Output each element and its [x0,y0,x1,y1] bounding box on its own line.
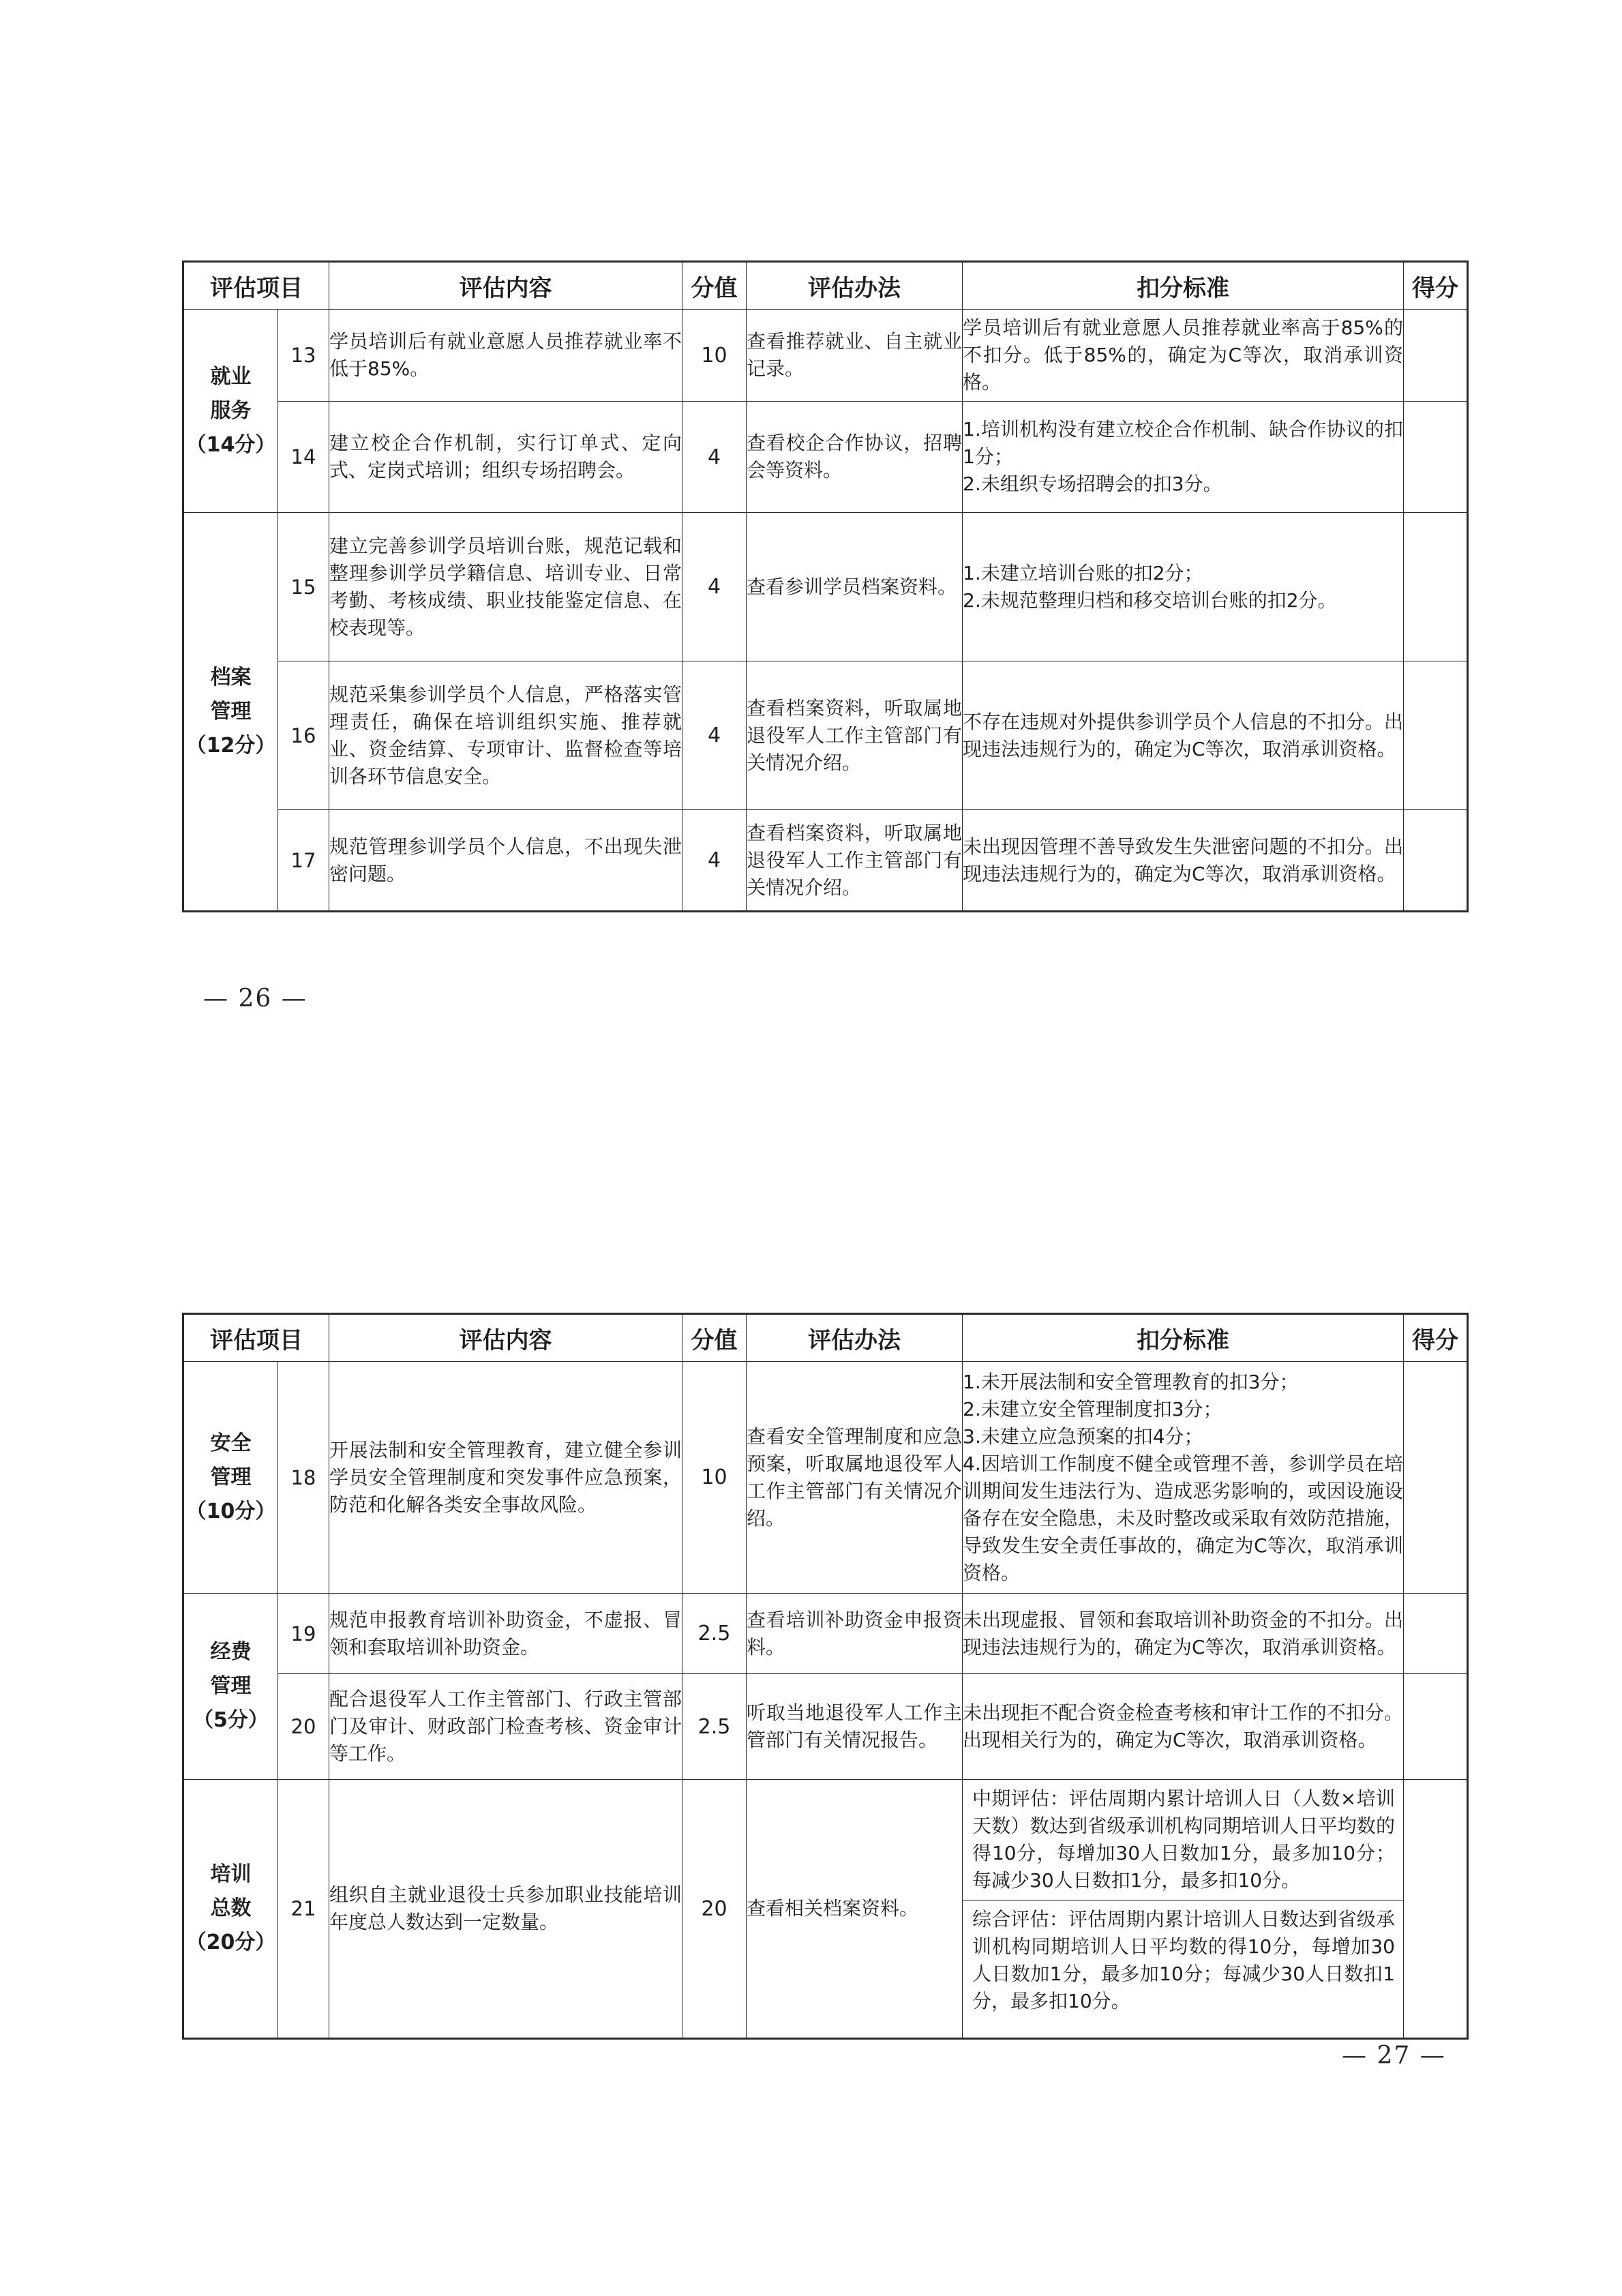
header-points: 分值 [682,1314,747,1362]
score-cell [1404,810,1468,912]
item-deduction: 未出现虚报、冒领和套取培训补助资金的不扣分。出现违法违规行为的，确定为C等次，取消承训资格。 [963,1594,1404,1674]
table-header-row [183,262,1468,310]
table-header-row [183,1314,1468,1362]
page-number-26: — 26 — [203,985,307,1013]
score-cell [1404,1362,1468,1594]
header-method: 评估办法 [747,1314,963,1362]
item-method: 查看档案资料，听取属地退役军人工作主管部门有关情况介绍。 [747,661,963,810]
score-cell [1404,1780,1468,2039]
header-category: 评估项目 [183,262,329,310]
item-points: 4 [682,402,747,513]
item-content: 配合退役军人工作主管部门、行政主管部门及审计、财政部门检查考核、资金审计等工作。 [329,1674,682,1780]
table-row [183,1674,1468,1780]
header-content: 评估内容 [329,1314,682,1362]
item-points: 4 [682,513,747,661]
header-method: 评估办法 [747,262,963,310]
item-deduction: 未出现因管理不善导致发生失泄密问题的不扣分。出现违法违规行为的，确定为C等次，取消承训资格。 [963,810,1404,912]
table-row [183,513,1468,661]
item-number: 19 [278,1594,329,1674]
item-method: 查看相关档案资料。 [747,1780,963,2039]
table-row [183,1780,1468,2039]
item-content: 规范采集参训学员个人信息，严格落实管理责任，确保在培训组织实施、推荐就业、资金结算、专项审计、监督检查等培训各环节信息安全。 [329,661,682,810]
header-score: 得分 [1404,262,1468,310]
item-number: 17 [278,810,329,912]
item-content: 学员培训后有就业意愿人员推荐就业率不低于85%。 [329,310,682,402]
item-content: 规范管理参训学员个人信息，不出现失泄密问题。 [329,810,682,912]
category-cell: 经费 管理 （5分） [183,1594,278,1780]
item-deduction: 1.未建立培训台账的扣2分； 2.未规范整理归档和移交培训台账的扣2分。 [963,513,1404,661]
page-number-27: — 27 — [1342,2042,1446,2070]
header-content: 评估内容 [329,262,682,310]
item-content: 组织自主就业退役士兵参加职业技能培训年度总人数达到一定数量。 [329,1780,682,2039]
item-points: 4 [682,661,747,810]
item-number: 20 [278,1674,329,1780]
table-row [183,310,1468,402]
item-deduction: 1.未开展法制和安全管理教育的扣3分； 2.未建立安全管理制度扣3分； 3.未建立应急预案的扣4分； 4.因培训工作制度不健全或管理不善，参训学员在培训期间发生违法行为、造成恶劣影响的，或因设施设备存在安全隐患，未及时整改或采取有效防范措施，导致发生安全责任事故的，确定为C等次，取消承训资格。 [963,1362,1404,1594]
category-cell: 就业 服务 （14分） [183,310,278,513]
category-cell: 档案 管理 （12分） [183,513,278,912]
item-content: 规范申报教育培训补助资金，不虚报、冒领和套取培训补助资金。 [329,1594,682,1674]
score-cell [1404,402,1468,513]
item-points: 10 [682,1362,747,1594]
item-deduction: 学员培训后有就业意愿人员推荐就业率高于85%的不扣分。低于85%的，确定为C等次，取消承训资格。 [963,310,1404,402]
header-deduction: 扣分标准 [963,262,1404,310]
final-evaluation: 综合评估：评估周期内累计培训人日数达到省级承训机构同期培训人日平均数的得10分，每增加30人日数加1分，最多加10分；每减少30人日数扣1分，最多扣10分。 [963,1900,1403,2021]
table-row [183,1594,1468,1674]
item-deduction [963,1780,1404,2039]
item-method: 查看安全管理制度和应急预案，听取属地退役军人工作主管部门有关情况介绍。 [747,1362,963,1594]
item-number: 15 [278,513,329,661]
item-content: 建立校企合作机制，实行订单式、定向式、定岗式培训；组织专场招聘会。 [329,402,682,513]
header-points: 分值 [682,262,747,310]
category-cell: 培训 总数 （20分） [183,1780,278,2039]
item-method: 查看推荐就业、自主就业记录。 [747,310,963,402]
header-deduction: 扣分标准 [963,1314,1404,1362]
score-cell [1404,1594,1468,1674]
table-row [183,1362,1468,1594]
item-method: 查看校企合作协议，招聘会等资料。 [747,402,963,513]
table-row [183,810,1468,912]
item-points: 10 [682,310,747,402]
item-content: 建立完善参训学员培训台账，规范记载和整理参训学员学籍信息、培训专业、日常考勤、考核成绩、职业技能鉴定信息、在校表现等。 [329,513,682,661]
item-points: 4 [682,810,747,912]
item-deduction: 未出现拒不配合资金检查考核和审计工作的不扣分。出现相关行为的，确定为C等次，取消承训资格。 [963,1674,1404,1780]
item-number: 13 [278,310,329,402]
item-points: 2.5 [682,1594,747,1674]
item-number: 14 [278,402,329,513]
item-content: 开展法制和安全管理教育，建立健全参训学员安全管理制度和突发事件应急预案，防范和化解各类安全事故风险。 [329,1362,682,1594]
score-cell [1404,513,1468,661]
category-cell: 安全 管理 （10分） [183,1362,278,1594]
item-number: 21 [278,1780,329,2039]
header-score: 得分 [1404,1314,1468,1362]
item-points: 20 [682,1780,747,2039]
table-row [183,661,1468,810]
evaluation-table-page-27 [182,1313,1469,2040]
item-points: 2.5 [682,1674,747,1780]
item-number: 16 [278,661,329,810]
header-category: 评估项目 [183,1314,329,1362]
item-method: 查看参训学员档案资料。 [747,513,963,661]
score-cell [1404,1674,1468,1780]
mid-term-evaluation: 中期评估：评估周期内累计培训人日（人数×培训天数）数达到省级承训机构同期培训人日平均数的得10分，每增加30人日数加1分，最多加10分；每减少30人日数扣1分，最多扣10分。 [972,1787,1395,1892]
evaluation-table-page-26 [182,260,1469,912]
score-cell [1404,310,1468,402]
item-deduction: 不存在违规对外提供参训学员个人信息的不扣分。出现违法违规行为的，确定为C等次，取消承训资格。 [963,661,1404,810]
item-number: 18 [278,1362,329,1594]
item-method: 查看培训补助资金申报资料。 [747,1594,963,1674]
item-method: 查看档案资料，听取属地退役军人工作主管部门有关情况介绍。 [747,810,963,912]
score-cell [1404,661,1468,810]
item-deduction: 1.培训机构没有建立校企合作机制、缺合作协议的扣1分； 2.未组织专场招聘会的扣3分。 [963,402,1404,513]
table-row [183,402,1468,513]
item-method: 听取当地退役军人工作主管部门有关情况报告。 [747,1674,963,1780]
